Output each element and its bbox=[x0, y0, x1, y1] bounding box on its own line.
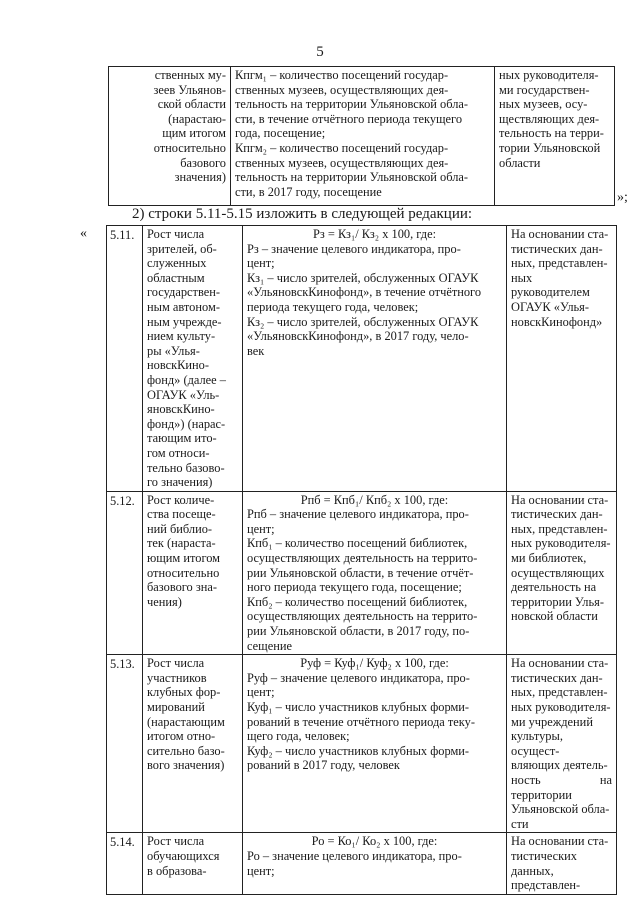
indicator-name bbox=[109, 67, 231, 206]
text-line: «УльяновскКинофонд», в 2017 году, чело- bbox=[247, 329, 469, 344]
text-line: сти bbox=[511, 816, 529, 831]
text-line: фонд») (нарас- bbox=[147, 416, 226, 431]
text-line: тельность на территории Ульяновской обла- bbox=[235, 97, 469, 112]
formula: Рз = Кз₁/ Кз₂ х 100, где: bbox=[312, 227, 437, 241]
text-line: Руф – значение целевого индикатора, про- bbox=[247, 670, 470, 685]
text-line: Куф₁ – число участников клубных форми- bbox=[247, 700, 470, 714]
text-line: ных, представлен- bbox=[511, 521, 608, 536]
indicator-source bbox=[507, 226, 617, 492]
text-line: ных руководителя- bbox=[511, 700, 611, 714]
text-line: периода текущего года, человек; bbox=[247, 299, 419, 314]
indicator-description bbox=[243, 491, 507, 655]
text-line: ных руководителя- bbox=[499, 68, 599, 82]
text-line: ственных музеев, осуществляющих дея- bbox=[235, 155, 449, 170]
text-line: «УльяновскКинофонд», в течение отчётного bbox=[247, 285, 482, 300]
text-line: век bbox=[247, 343, 265, 358]
text-line: ний библио- bbox=[147, 521, 213, 536]
row-number: 5.14. bbox=[107, 833, 143, 894]
text-line: рований в 2017 году, человек bbox=[247, 758, 400, 773]
text-line: относительно bbox=[147, 565, 220, 580]
closing-quote: »; bbox=[617, 190, 628, 205]
text-line: новской области bbox=[511, 609, 598, 624]
text-line: На основании ста- bbox=[511, 656, 609, 671]
text-line: Рост числа bbox=[147, 656, 205, 671]
indicator-name bbox=[143, 491, 243, 655]
text-line: тельно базово- bbox=[147, 460, 225, 475]
text-line: цент; bbox=[247, 863, 275, 878]
text-line: клубных фор- bbox=[147, 685, 221, 700]
text-line: Кпгм₁ – количество посещений государ- bbox=[235, 68, 449, 82]
text-line: Кпб₁ – количество посещений библиотек, bbox=[247, 536, 468, 551]
text-line: ющим итогом bbox=[147, 551, 221, 566]
text-line: обучающихся bbox=[147, 848, 220, 863]
text-line: служенных bbox=[147, 256, 207, 271]
text-line: ры «Улья- bbox=[147, 343, 200, 358]
indicator-source bbox=[507, 655, 617, 833]
text-line: года, посещение; bbox=[235, 126, 326, 141]
text-line: относительно bbox=[153, 140, 226, 155]
text-line: (нарастающим bbox=[147, 714, 225, 729]
row-number: 5.12. bbox=[107, 491, 143, 655]
text-line: тистических дан- bbox=[511, 241, 603, 256]
text-line: ных музеев, осу- bbox=[499, 97, 588, 112]
text-line: вого значения) bbox=[147, 758, 225, 773]
text-line: Куф₂ – число участников клубных форми- bbox=[247, 743, 470, 758]
text-line: ным автоном- bbox=[147, 299, 220, 314]
text-line: ОГАУК «Уль- bbox=[147, 387, 220, 402]
text-line: тистических дан- bbox=[511, 507, 603, 522]
text-line: тистических дан- bbox=[511, 670, 603, 685]
text-line: мирований bbox=[147, 700, 205, 714]
text-line: сещение bbox=[247, 638, 292, 653]
text-line: ным учрежде- bbox=[147, 314, 222, 329]
text-line: На основании ста- bbox=[511, 492, 609, 507]
text-line: щего года, человек; bbox=[247, 729, 350, 744]
text-line: государствен- bbox=[147, 285, 220, 300]
indicator-description bbox=[231, 67, 495, 206]
formula-legend bbox=[247, 242, 502, 359]
table-row bbox=[107, 491, 617, 655]
indicator-source bbox=[507, 491, 617, 655]
text-line: ществляющих дея- bbox=[499, 111, 600, 126]
text-line: тистических bbox=[511, 848, 577, 863]
text-line: значения) bbox=[174, 170, 226, 185]
indicator-source bbox=[507, 833, 617, 894]
row-number: 5.13. bbox=[107, 655, 143, 833]
text-line: ственных музеев, осуществляющих дея- bbox=[235, 82, 449, 97]
text-line: цент; bbox=[247, 685, 275, 700]
text-line: сти, в течение отчётного периода текущего bbox=[235, 111, 463, 126]
indicator-source bbox=[495, 67, 615, 206]
text-line: рии Ульяновской области, в течение отчёт- bbox=[247, 565, 474, 580]
text-line: чения) bbox=[147, 594, 182, 609]
text-line: данных, представлен- bbox=[511, 863, 581, 893]
indicator-name bbox=[143, 833, 243, 894]
text-line: Кз₁ – число зрителей, обслуженных ОГАУК bbox=[247, 270, 479, 285]
instruction-text: 2) строки 5.11-5.15 изложить в следующей редакции: bbox=[132, 206, 473, 222]
text-line: осуществляющих деятельность на террито- bbox=[247, 551, 478, 566]
formula: Руф = Куф₁/ Куф₂ х 100, где: bbox=[300, 656, 449, 671]
text-line: базового bbox=[180, 155, 226, 170]
text-line: тек (нараста- bbox=[147, 536, 216, 551]
text-line: Рост числа bbox=[147, 834, 205, 849]
text-line: го значения) bbox=[147, 475, 213, 490]
text-line: ных руководителя- bbox=[511, 536, 611, 551]
text-line: тающим ито- bbox=[147, 431, 217, 446]
indicator-name bbox=[143, 226, 243, 492]
text-line: (нарастаю- bbox=[168, 111, 226, 126]
text-line: рований в течение отчётного периода теку- bbox=[247, 714, 475, 729]
text-line: ми библиотек, bbox=[511, 551, 587, 566]
indicators-table bbox=[106, 225, 617, 895]
formula: Рпб = Кпб₁/ Кпб₂ х 100, где: bbox=[300, 492, 449, 507]
table-continuation bbox=[108, 66, 615, 206]
text-line: деятельность на bbox=[511, 580, 597, 595]
text-line: зрителей, об- bbox=[147, 241, 217, 256]
indicator-description bbox=[243, 833, 507, 894]
text-line: новскКино- bbox=[147, 358, 209, 373]
text-line: ми государствен- bbox=[499, 82, 590, 97]
text-line: фонд» (далее – bbox=[147, 372, 226, 387]
text-line: в образова- bbox=[147, 863, 207, 878]
text-line: Кпб₂ – количество посещений библиотек, bbox=[247, 594, 468, 609]
text-line: Кпгм₂ – количество посещений государ- bbox=[235, 140, 449, 155]
text-line: сительно базо- bbox=[147, 743, 225, 758]
text-line: рии Ульяновской области, в 2017 году, по- bbox=[247, 624, 470, 639]
page-number: 5 bbox=[316, 44, 324, 60]
text-line: ных руководителем bbox=[511, 270, 590, 300]
text-line: Рост количе- bbox=[147, 492, 215, 507]
text-line: осуществляющих деятельность на террито- bbox=[247, 609, 478, 624]
indicator-name bbox=[143, 655, 243, 833]
text-line: гом относи- bbox=[147, 445, 210, 460]
text-line: области bbox=[499, 155, 541, 170]
text-line: нием культу- bbox=[147, 329, 216, 344]
table-row bbox=[109, 67, 615, 206]
text-line: На основании ста- bbox=[511, 227, 609, 241]
opening-quote: « bbox=[80, 226, 87, 241]
text-line: тельность на территории Ульяновской обла- bbox=[235, 170, 469, 185]
formula: Ро = Ко₁/ Ко₂ х 100, где: bbox=[311, 834, 438, 849]
indicator-description bbox=[243, 226, 507, 492]
row-number: 5.11. bbox=[107, 226, 143, 492]
text-line: итогом отно- bbox=[147, 729, 216, 744]
formula-legend bbox=[247, 507, 502, 653]
text-line: новскКинофонд» bbox=[511, 314, 603, 329]
text-line: ми учреждений bbox=[511, 714, 593, 729]
text-line: участников bbox=[147, 670, 207, 685]
text-line: цент; bbox=[247, 521, 275, 536]
text-line: Ульяновской обла- bbox=[511, 802, 610, 817]
text-line: Кз₂ – число зрителей, обслуженных ОГАУК bbox=[247, 314, 479, 329]
text-line: ность на территории bbox=[511, 772, 612, 802]
text-line: ных, представлен- bbox=[511, 685, 608, 700]
text-line: культуры, осущест- bbox=[511, 729, 563, 758]
table-row bbox=[107, 833, 617, 894]
text-line: территории Улья- bbox=[511, 594, 604, 609]
text-line: зеев Ульянов- bbox=[153, 82, 226, 97]
text-line: цент; bbox=[247, 256, 275, 271]
table-row bbox=[107, 226, 617, 492]
text-line: щим итогом bbox=[162, 126, 226, 141]
text-line: яновскКино- bbox=[147, 402, 215, 417]
text-line: ственных му- bbox=[154, 68, 226, 82]
text-line: сти, в 2017 году, посещение bbox=[235, 184, 382, 199]
text-line: Ро – значение целевого индикатора, про- bbox=[247, 848, 462, 863]
text-line: ской области bbox=[157, 97, 226, 112]
text-line: ОГАУК «Улья- bbox=[511, 299, 589, 314]
text-line: тории Ульяновской bbox=[499, 140, 601, 155]
text-line: ных, представлен- bbox=[511, 256, 608, 271]
text-line: На основании ста- bbox=[511, 834, 609, 849]
text-line: осуществляющих bbox=[511, 565, 605, 580]
text-line: ства посеще- bbox=[147, 507, 216, 522]
text-line: Рз – значение целевого индикатора, про- bbox=[247, 241, 461, 256]
text-line: вляющих деятель- bbox=[511, 758, 608, 773]
table-row bbox=[107, 655, 617, 833]
formula-legend bbox=[247, 849, 502, 878]
text-line: тельность на терри- bbox=[499, 126, 604, 141]
formula-legend bbox=[247, 671, 502, 773]
text-line: областным bbox=[147, 270, 205, 285]
text-line: ного периода текущего года, посещение; bbox=[247, 580, 462, 595]
text-line: Рпб – значение целевого индикатора, про- bbox=[247, 507, 469, 522]
indicator-description bbox=[243, 655, 507, 833]
text-line: базового зна- bbox=[147, 580, 217, 595]
text-line: Рост числа bbox=[147, 227, 205, 241]
